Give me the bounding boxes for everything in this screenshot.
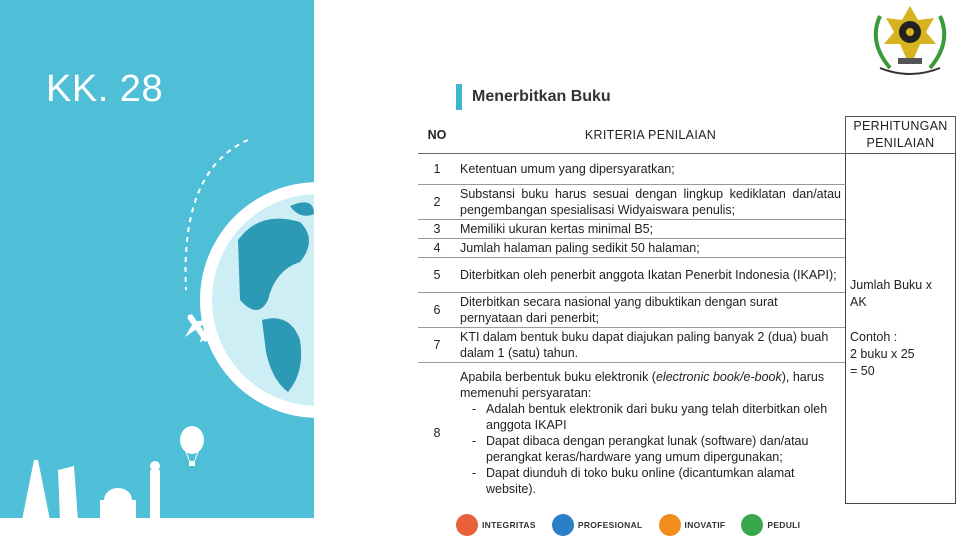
- ebook-intro: [460, 369, 841, 401]
- criteria-text: Substansi buku harus sesuai dengan lingkup kediklatan dan/atau pengembangan spesialisasi Widyaiswara penulis;: [456, 185, 846, 220]
- value-integritas: [456, 514, 536, 536]
- criteria-text: Diterbitkan oleh penerbit anggota Ikatan Penerbit Indonesia (IKAPI);: [456, 258, 846, 293]
- row-number: 6: [418, 293, 456, 328]
- ebook-intro-text: ), harus memenuhi persyaratan:: [460, 370, 825, 400]
- value-profesional: [552, 514, 643, 536]
- ebook-intro-italic: electronic book/e-book: [655, 370, 782, 384]
- gate-icon: [898, 58, 922, 64]
- value-label: INTEGRITAS: [482, 520, 536, 530]
- row-number: 8: [433, 426, 441, 440]
- row-number: 7: [418, 328, 456, 363]
- value-peduli: [741, 514, 800, 536]
- perhitungan-cell: [846, 154, 956, 504]
- example-line: 2 buku x 25: [850, 346, 915, 361]
- criteria-text: Diterbitkan secara nasional yang dibuktikan dengan surat pernyataan dari penerbit;: [456, 293, 846, 328]
- innovative-icon: [659, 514, 681, 536]
- list-item: - Dapat dibaca dengan perangkat lunak (software) dan/atau perangkat keras/hardware yang umum dipergunakan;: [472, 433, 841, 465]
- criteria-text: Memiliki ukuran kertas minimal B5;: [456, 220, 846, 239]
- slide-code: KK. 28: [46, 68, 164, 110]
- value-inovatif: [659, 514, 726, 536]
- ebook-intro-text: Apabila berbentuk buku elektronik (: [460, 370, 656, 384]
- row-number: 2: [418, 185, 456, 220]
- perhitungan-formula: Jumlah Buku x AK: [850, 277, 932, 309]
- header-perhitungan: PERHITUNGAN PENILAIAN: [846, 117, 956, 154]
- header-no: NO: [418, 117, 456, 154]
- row-number: 4: [418, 239, 456, 258]
- row-number: 1: [418, 154, 456, 185]
- criteria-table: [418, 116, 956, 504]
- emblem-logo: [862, 2, 958, 78]
- ebook-requirements-list: [460, 401, 841, 497]
- core-values-footer: [456, 512, 816, 538]
- criteria-text: Ketentuan umum yang dipersyaratkan;: [456, 154, 846, 185]
- criteria-text: KTI dalam bentuk buku dapat diajukan paling banyak 2 (dua) buah dalam 1 (satu) tahun.: [456, 328, 846, 363]
- value-label: INOVATIF: [684, 520, 726, 530]
- professional-icon: [552, 514, 574, 536]
- row-number: 3: [418, 220, 456, 239]
- globe-icon: [200, 182, 314, 418]
- header-kriteria: KRITERIA PENILAIAN: [456, 117, 846, 154]
- landmarks-skyline-icon: [0, 460, 314, 540]
- table-header-row: [418, 117, 956, 154]
- slide-title: Menerbitkan Buku: [472, 88, 611, 105]
- example-title: Contoh :: [850, 329, 898, 344]
- ribbon-icon: [880, 68, 940, 74]
- integrity-icon: [456, 514, 478, 536]
- value-label: PEDULI: [767, 520, 801, 530]
- criteria-ebook-cell: [456, 363, 846, 504]
- example-line: = 50: [850, 363, 875, 378]
- value-label: PROFESIONAL: [577, 520, 643, 530]
- hot-air-balloon-icon: [180, 426, 204, 466]
- list-item: - Dapat diunduh di toko buku online (dicantumkan alamat website).: [472, 465, 841, 497]
- star-badge-icon: [884, 6, 936, 58]
- criteria-text: Jumlah halaman paling sedikit 50 halaman;: [456, 239, 846, 258]
- table-row: [418, 154, 956, 185]
- list-item: - Adalah bentuk elektronik dari buku yang telah diterbitkan oleh anggota IKAPI: [472, 401, 841, 433]
- row-number: 5: [418, 258, 456, 293]
- care-icon: [741, 514, 763, 536]
- title-accent-bar: [456, 84, 462, 110]
